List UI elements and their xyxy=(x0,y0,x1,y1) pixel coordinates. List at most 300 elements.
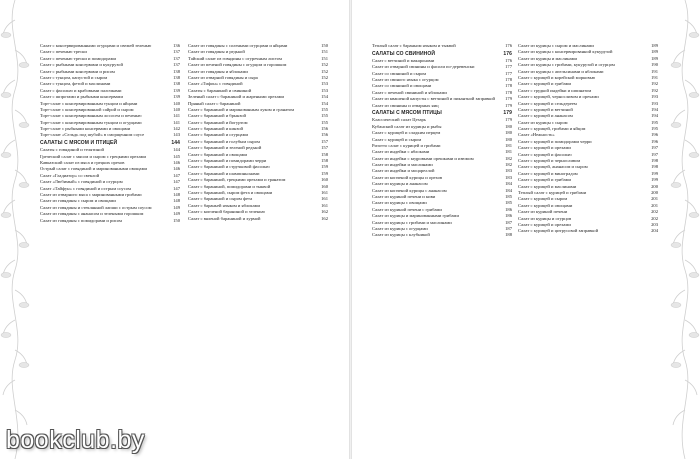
page-number: 202 xyxy=(651,209,658,215)
entry-title: Классический салат Цезарь xyxy=(372,117,426,123)
page-number: 197 xyxy=(651,151,658,157)
entry-title: Торт-салат «Сельдь под шубой» в сморщенном соусе xyxy=(40,132,145,138)
entry-title: Салат «Гладиатор» со свеклой xyxy=(40,172,100,178)
page-number: 193 xyxy=(651,100,658,106)
toc-entry xyxy=(40,167,180,172)
toc-entry xyxy=(188,121,328,126)
entry-title: Салат с бараниной и маринованным луком и гранатом xyxy=(188,106,295,112)
page-number: 158 xyxy=(321,158,328,164)
toc-entry xyxy=(188,95,328,100)
floral-ornament-left xyxy=(0,0,30,459)
toc-entry xyxy=(40,127,180,132)
page-number: 147 xyxy=(173,185,180,191)
entry-title: Салат с бараниной и стручковой фасолью xyxy=(188,164,270,170)
toc-entry xyxy=(372,182,512,187)
entry-title: Салат с грудкой индейки и шпинатом xyxy=(518,87,592,93)
page-number: 157 xyxy=(321,138,328,144)
entry-title: Салат с печеной свининой и яблоками xyxy=(372,89,447,95)
entry-title: Торт-салат с консервированной сайрой и сыром xyxy=(40,106,134,112)
page-number: 185 xyxy=(505,194,512,200)
toc-entry xyxy=(188,114,328,119)
toc-entry xyxy=(40,133,180,138)
page-number: 189 xyxy=(651,55,658,61)
toc-entry xyxy=(518,165,658,170)
toc-entry xyxy=(372,97,512,102)
page-number: 141 xyxy=(173,113,180,119)
page-number: 187 xyxy=(505,225,512,231)
entry-title: Салат с фасолью и крабовыми палочками xyxy=(40,87,122,93)
toc-entry xyxy=(518,50,658,55)
page-number: 185 xyxy=(505,200,512,206)
right-page xyxy=(352,0,700,459)
toc-entry xyxy=(40,121,180,126)
page-number: 189 xyxy=(651,49,658,55)
toc-entry xyxy=(40,76,180,81)
entry-title: Теплый салат с курицей и грибами xyxy=(518,189,587,195)
page-number: 139 xyxy=(173,87,180,93)
entry-title: Салат из печеной говядины с огурцом и горошком xyxy=(188,62,287,68)
toc-entry xyxy=(372,227,512,232)
page-number: 141 xyxy=(173,119,180,125)
toc-entry xyxy=(188,102,328,107)
page-number: 204 xyxy=(651,228,658,234)
toc-entry xyxy=(372,233,512,238)
toc-entry xyxy=(40,95,180,100)
toc-entry xyxy=(372,221,512,226)
entry-title: Салат с шпротами и рыбными консервами xyxy=(40,94,123,100)
entry-title: Салат с курицей и фасолью xyxy=(518,151,572,157)
entry-title: Салат из курицы с грибами и маслинами xyxy=(372,219,452,225)
entry-title: Теплый салат с бараньим языком и тыквой xyxy=(372,43,456,48)
toc-entry xyxy=(40,206,180,211)
toc-entry xyxy=(518,229,658,234)
entry-title: Салат из курицы с консервированной кукурузой xyxy=(518,49,613,55)
page-number: 153 xyxy=(321,87,328,93)
entry-title: Салат из индейки и моцареллой xyxy=(372,168,435,174)
entry-title: Салат с бараниной и шампиньонами xyxy=(188,170,260,176)
entry-title: Салаты с говядиной и телятиной xyxy=(40,147,104,153)
page-number: 152 xyxy=(321,68,328,74)
toc-entry xyxy=(372,189,512,194)
page-number: 144 xyxy=(171,140,180,147)
page-number: 199 xyxy=(651,170,658,176)
entry-title: Салат с бараниной и сыром фета xyxy=(188,196,253,202)
page-number: 200 xyxy=(651,189,658,195)
toc-entry xyxy=(40,161,180,166)
page-number: 182 xyxy=(505,155,512,161)
page-number: 156 xyxy=(321,132,328,138)
entry-title: Салат с бараниной, сыром фета и овощами xyxy=(188,189,273,195)
entry-title: Салат «Любимый» с говядиной и огурцом xyxy=(40,179,123,185)
page-number: 179 xyxy=(505,96,512,102)
toc-entry xyxy=(40,193,180,198)
toc-entry xyxy=(40,82,180,87)
toc-entry xyxy=(40,219,180,224)
entry-title: Салат из говядины с помидорами и рисом xyxy=(40,217,122,223)
entry-title: Салат с курицей, грибами и яйцом xyxy=(518,126,586,132)
toc-entry xyxy=(188,57,328,62)
entry-title: Салат с бараниной и огурцами xyxy=(188,132,248,138)
toc-entry xyxy=(372,78,512,83)
entry-title: Салат со свининой и сыром xyxy=(372,70,427,76)
toc-entry xyxy=(372,157,512,162)
page-number: 151 xyxy=(321,49,328,55)
toc-entry xyxy=(188,146,328,151)
entry-title: Салат с бараниной и голубым сыром xyxy=(188,138,260,144)
page-number: 142 xyxy=(173,126,180,132)
page-number: 154 xyxy=(321,94,328,100)
page-number: 179 xyxy=(505,102,512,108)
page-number: 149 xyxy=(173,211,180,217)
page-number: 192 xyxy=(651,87,658,93)
page-number: 144 xyxy=(173,147,180,153)
entry-title: Салат с курицей и виноградом xyxy=(518,170,578,176)
entry-title: Салат с ветчиной и макаронами xyxy=(372,57,435,63)
page-number: 176 xyxy=(503,50,512,57)
page-number: 176 xyxy=(505,57,512,63)
page-number: 150 xyxy=(173,217,180,223)
page-number: 184 xyxy=(505,181,512,187)
entry-title: Салат «Тифон» с говядиной xyxy=(188,81,243,87)
entry-title: Салат из свинины и отварных яиц xyxy=(372,102,439,108)
toc-entry xyxy=(372,138,512,143)
page-number: 138 xyxy=(173,74,180,80)
toc-entry xyxy=(518,223,658,228)
entry-title: Салат с курицей и орехами xyxy=(518,221,571,227)
toc-entry xyxy=(372,144,512,149)
entry-title: Салат с курицей и орехами xyxy=(518,145,571,151)
toc-entry xyxy=(188,217,328,222)
page-number: 191 xyxy=(651,74,658,80)
entry-title: Торт-салат с консервированным тунцом и яйцами xyxy=(40,100,138,106)
page-number: 181 xyxy=(505,149,512,155)
toc-entry xyxy=(372,131,512,136)
entry-title: Кубанский салат из курицы и рыбы xyxy=(372,123,442,129)
toc-entry xyxy=(372,118,512,123)
entry-title: Салат из курицы и маринованными грибами xyxy=(372,213,459,219)
page-number: 138 xyxy=(173,81,180,87)
page-number: 140 xyxy=(173,100,180,106)
page-number: 154 xyxy=(321,100,328,106)
toc-entry xyxy=(188,197,328,202)
page-number: 155 xyxy=(321,106,328,112)
toc-entry xyxy=(518,44,658,49)
page-number: 196 xyxy=(651,132,658,138)
entry-title: Торт-салат с консервированным лососем и печенью xyxy=(40,113,142,119)
entry-title: Салат «Нежность» xyxy=(518,132,555,138)
entry-title: Салат с курицей и сладким перцем xyxy=(372,130,441,136)
page-number: 161 xyxy=(321,196,328,202)
entry-title: Острый салат с говядиной и маринованными овощами xyxy=(40,166,147,172)
entry-title: Салат с вяленой бараниной и хурмой xyxy=(188,215,261,221)
entry-title: Салат с бараниной, грецкими орехами и гранатом xyxy=(188,177,286,183)
page-number: 177 xyxy=(505,70,512,76)
toc-entry xyxy=(518,185,658,190)
page-number: 152 xyxy=(321,74,328,80)
entry-title: Салат из отварной говядины и сыра xyxy=(188,74,258,80)
entry-title: Салат из отварной свинины и фасоли по-деревенски xyxy=(372,64,475,70)
toc-entry xyxy=(518,82,658,87)
toc-entry xyxy=(188,172,328,177)
toc-entry xyxy=(372,91,512,96)
entry-title: Салат из свиного языка с огурцом xyxy=(372,76,439,82)
page-number: 162 xyxy=(321,215,328,221)
entry-title: Салат из куриной печени с грибами xyxy=(372,206,442,212)
page-number: 160 xyxy=(321,183,328,189)
entry-title: Салат из курицы с клубникой xyxy=(372,232,430,238)
toc-entry xyxy=(188,50,328,55)
entry-title: Салат с бараниной и йогуртом xyxy=(188,119,248,125)
entry-title: Пряный салат с бараниной xyxy=(188,100,241,106)
entry-title: Салат из говядины и яблоками xyxy=(188,68,248,74)
toc-entry xyxy=(188,165,328,170)
page-number: 147 xyxy=(173,172,180,178)
page-number: 196 xyxy=(651,138,658,144)
entry-title: Салат с курицей и ананасом xyxy=(518,113,573,119)
toc-column xyxy=(188,44,328,223)
entry-title: Салат с курицей и овощами xyxy=(518,202,573,208)
toc-entry xyxy=(188,140,328,145)
entry-title: Салат из курицы и огурцов xyxy=(518,215,572,221)
entry-title: Салат с курицей и грибами xyxy=(518,177,572,183)
page-number: 186 xyxy=(505,206,512,212)
entry-title: Салат из копченой курицы и орехов xyxy=(372,174,443,180)
page-number: 194 xyxy=(651,113,658,119)
entry-title: Салат из говядины с солеными огурцами и яйцами xyxy=(188,43,288,48)
entry-title: Салат из говядины с ананасом и зелеными горошком xyxy=(40,211,144,217)
entry-title: Салат с курицей и корейской морковью xyxy=(518,74,596,80)
entry-title: Салат из отварного мяса с маринованными грибами xyxy=(40,192,142,197)
toc-entry xyxy=(188,204,328,209)
toc-entry xyxy=(518,63,658,68)
toc-entry xyxy=(188,108,328,113)
toc-column xyxy=(518,44,658,236)
toc-entry xyxy=(518,114,658,119)
toc-column xyxy=(40,44,180,225)
toc-entry xyxy=(372,201,512,206)
entry-title: Тайский салат из говядины с огуречным листом xyxy=(188,55,282,61)
page-number: 180 xyxy=(505,136,512,142)
toc-entry xyxy=(188,89,328,94)
toc-entry xyxy=(518,153,658,158)
page-number: 195 xyxy=(651,126,658,132)
toc-entry xyxy=(518,108,658,113)
page-number: 148 xyxy=(173,192,180,197)
entry-title: Салат с консервированными огурцами и свежей зеленью xyxy=(40,43,152,48)
entry-title: Салат из говядины и стеклянной лапши с острым соусом xyxy=(40,204,152,210)
page-number: 155 xyxy=(321,119,328,125)
page-number: 186 xyxy=(505,213,512,219)
page-number: 159 xyxy=(321,164,328,170)
entry-title: Салат из курицы с сыром и маслинами xyxy=(518,43,594,48)
entry-title: Торт-салат с консервированным тунцом и огурцами xyxy=(40,119,142,125)
page-number: 153 xyxy=(321,81,328,87)
page-number: 179 xyxy=(505,117,512,123)
page-number: 193 xyxy=(651,94,658,100)
toc-entry xyxy=(40,89,180,94)
entry-title: Салат с копченой бараниной и зеленью xyxy=(188,209,265,215)
watermark-logo: bookclub.by xyxy=(6,426,145,454)
entry-title: Салат с бараньей языком и яблоками xyxy=(188,202,260,208)
entry-title: Салат из курицы с апельсинами и яблоками xyxy=(518,68,604,74)
toc-entry xyxy=(188,44,328,49)
page-number: 151 xyxy=(321,55,328,61)
toc-entry xyxy=(518,127,658,132)
toc-entry xyxy=(372,176,512,181)
toc-section-heading xyxy=(372,110,512,116)
entry-title: Салат с курицей и сыром xyxy=(518,196,568,202)
toc-entry xyxy=(372,163,512,168)
entry-title: Салат из курицы и ананасом xyxy=(372,181,428,187)
section-title: САЛАТЫ С МЯСОМ И ПТИЦЕЙ xyxy=(40,140,118,147)
toc-entry xyxy=(518,140,658,145)
toc-entry xyxy=(372,84,512,89)
entry-title: Салат с курицей и ветчиной xyxy=(518,106,573,112)
page-number: 199 xyxy=(651,177,658,183)
page-number: 189 xyxy=(651,43,658,48)
entry-title: Салат из говядины с сыром и овощами xyxy=(40,198,116,204)
entry-title: Салат с курицей и черносливом xyxy=(518,158,581,164)
page-number: 181 xyxy=(505,142,512,148)
entry-title: Салат из индейки с кедровыми орешками и изюмом xyxy=(372,155,474,161)
toc-entry xyxy=(518,204,658,209)
entry-title: Салат с рыбными консервами и рисом xyxy=(40,68,115,74)
entry-title: Салат с курицей и сельдереем xyxy=(518,100,577,106)
toc-entry xyxy=(40,180,180,185)
entry-title: Салат с тунцом, капустой и сыром xyxy=(40,74,108,80)
page-number: 201 xyxy=(651,196,658,202)
page-number: 191 xyxy=(651,68,658,74)
page-number: 147 xyxy=(173,179,180,185)
toc-entry xyxy=(188,63,328,68)
page-number: 148 xyxy=(173,198,180,204)
page-number: 188 xyxy=(505,232,512,238)
page-number: 146 xyxy=(173,160,180,166)
section-title: САЛАТЫ СО СВИНИНОЙ xyxy=(372,50,436,57)
page-number: 178 xyxy=(505,83,512,89)
toc-entry xyxy=(372,125,512,130)
page-number: 198 xyxy=(651,164,658,170)
page-number: 162 xyxy=(321,209,328,215)
page-number: 183 xyxy=(505,174,512,180)
page-number: 200 xyxy=(651,183,658,189)
toc-entry xyxy=(188,178,328,183)
page-number: 202 xyxy=(651,215,658,221)
entry-title: Салат из курицы с грибами, кукурузой и огурцом xyxy=(518,62,615,68)
entry-title: Салат с курицей и грибами xyxy=(518,81,572,87)
entry-title: Кавказский салат из мяса и грецких орехов xyxy=(40,160,125,166)
toc-entry xyxy=(518,159,658,164)
toc-entry xyxy=(518,146,658,151)
page-number: 156 xyxy=(321,126,328,132)
toc-entry xyxy=(40,50,180,55)
toc-entry xyxy=(518,121,658,126)
toc-entry xyxy=(518,95,658,100)
page-number: 182 xyxy=(505,162,512,168)
toc-entry xyxy=(188,70,328,75)
entry-title: Салат из курицы с сыром xyxy=(518,119,568,125)
entry-title: Торт-салат с рыбными консервами и овощами xyxy=(40,126,131,132)
page-number: 152 xyxy=(321,62,328,68)
toc-entry xyxy=(40,57,180,62)
toc-entry xyxy=(372,44,512,49)
page-number: 139 xyxy=(173,94,180,100)
toc-entry xyxy=(40,199,180,204)
page-number: 150 xyxy=(321,43,328,48)
entry-title: Салат из говядины и редькой xyxy=(188,49,245,55)
toc-entry xyxy=(40,212,180,217)
entry-title: Салат из квашеной капусты с ветчиной и пикантной заправкой xyxy=(372,96,495,102)
toc-entry xyxy=(372,59,512,64)
page-number: 145 xyxy=(173,153,180,159)
page-number: 155 xyxy=(321,113,328,119)
toc-entry xyxy=(372,214,512,219)
page-number: 195 xyxy=(651,119,658,125)
entry-title: Салат с курицей и помидорами черри xyxy=(518,138,592,144)
entry-title: Салат с курицей и цитрусовой заправкой xyxy=(518,228,599,234)
toc-entry xyxy=(518,102,658,107)
page-number: 197 xyxy=(651,145,658,151)
toc-entry xyxy=(40,148,180,153)
toc-entry xyxy=(188,153,328,158)
entry-title: Салат с бараниной и помидорами черри xyxy=(188,158,267,164)
page-number: 183 xyxy=(505,168,512,174)
entry-title: Салат с курицей, черносливом и орехами xyxy=(518,94,599,100)
page-number: 180 xyxy=(505,130,512,136)
entry-title: Салат с курицей, ананасом и сыром xyxy=(518,164,588,170)
page-number: 192 xyxy=(651,81,658,87)
page-number: 178 xyxy=(505,76,512,82)
toc-entry xyxy=(372,104,512,109)
page-number: 161 xyxy=(321,189,328,195)
entry-title: Салат из копченой курицы с ананасом xyxy=(372,187,447,193)
toc-column xyxy=(372,44,512,240)
toc-entry xyxy=(40,114,180,119)
toc-entry xyxy=(188,82,328,87)
page-number: 137 xyxy=(173,55,180,61)
page-number: 149 xyxy=(173,204,180,210)
page-number: 177 xyxy=(505,64,512,70)
page-number: 146 xyxy=(173,166,180,172)
toc-entry xyxy=(40,155,180,160)
toc-entry xyxy=(372,169,512,174)
toc-entry xyxy=(372,150,512,155)
page-number: 179 xyxy=(503,110,512,117)
entry-title: Салат со свининой и овощами xyxy=(372,83,432,89)
toc-section-heading xyxy=(372,51,512,57)
entry-title: Салат из куриной печени и киви xyxy=(372,194,436,200)
toc-entry xyxy=(188,159,328,164)
page-number: 157 xyxy=(321,145,328,151)
entry-title: Салат с печенью трески и помидорами xyxy=(40,55,116,61)
toc-entry xyxy=(518,191,658,196)
entry-title: Салат из курицы с овощами xyxy=(372,200,427,206)
toc-entry xyxy=(188,191,328,196)
toc-entry xyxy=(40,63,180,68)
toc-entry xyxy=(40,70,180,75)
toc-entry xyxy=(188,133,328,138)
toc-entry xyxy=(188,210,328,215)
page-number: 178 xyxy=(505,89,512,95)
toc-entry xyxy=(372,72,512,77)
page-number: 138 xyxy=(173,68,180,74)
toc-entry xyxy=(518,57,658,62)
page-number: 187 xyxy=(505,219,512,225)
toc-entry xyxy=(518,217,658,222)
page-number: 161 xyxy=(321,202,328,208)
entry-title: Зеленый салат с бараниной и жареными орехами xyxy=(188,94,284,100)
page-number: 143 xyxy=(173,132,180,138)
